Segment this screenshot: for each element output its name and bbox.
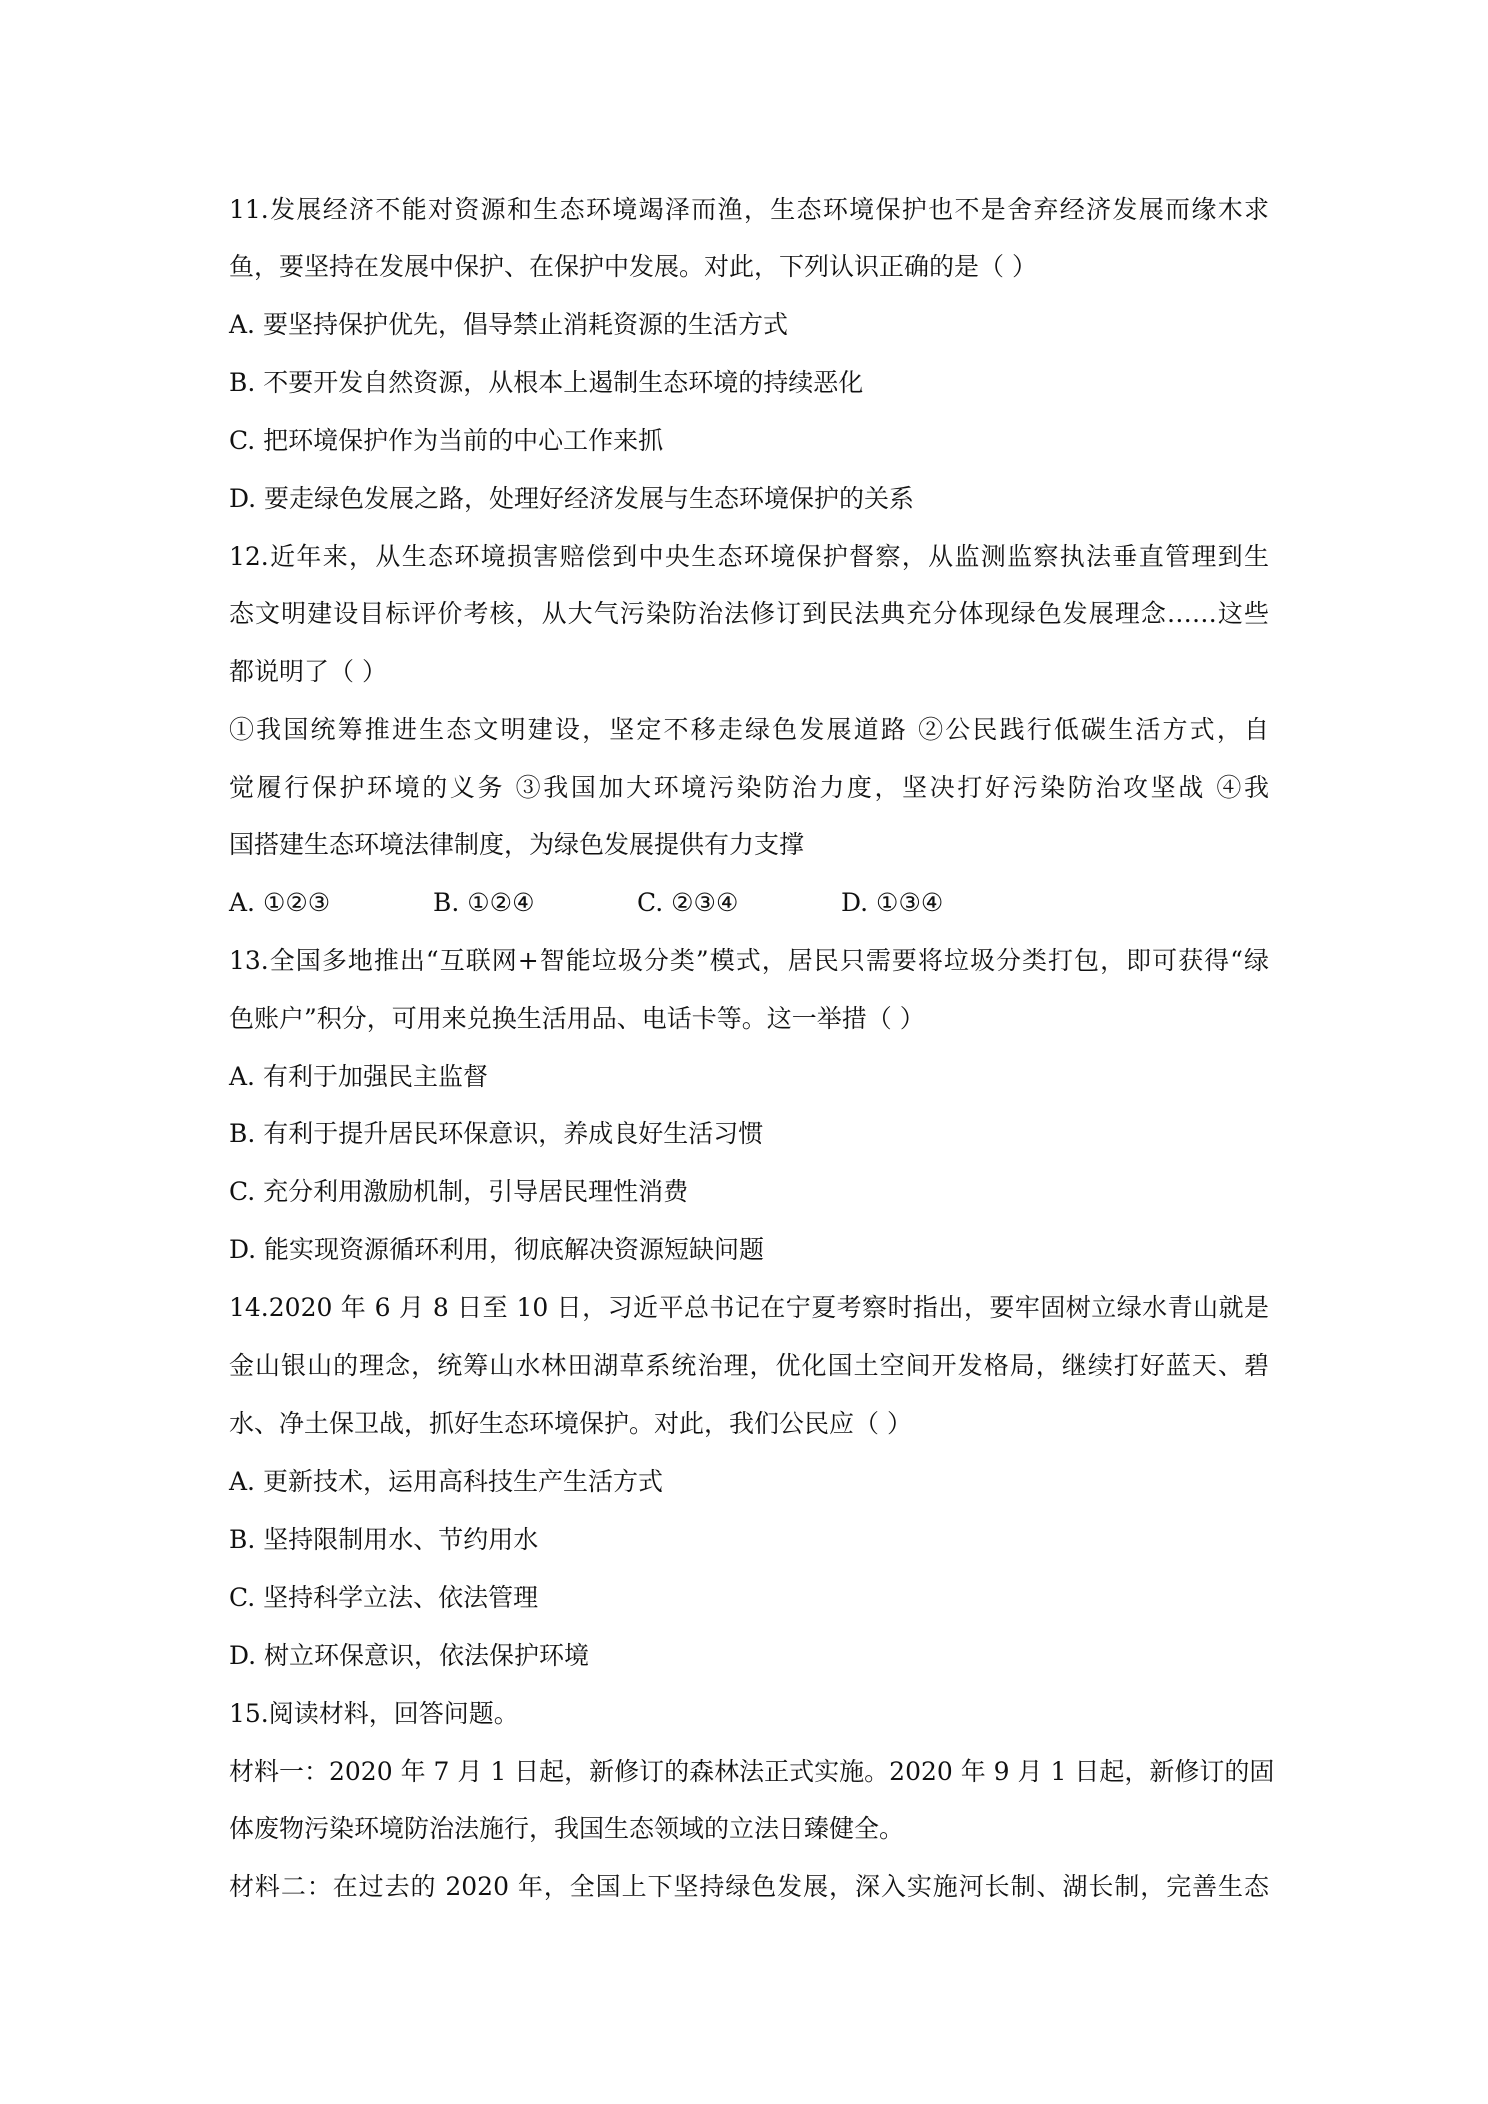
q15-stem: 15.阅读材料，回答问题。: [229, 1699, 519, 1728]
q12-stem-line-3: 都说明了（ ）: [229, 657, 387, 686]
q13-option-d: D. 能实现资源循环利用，彻底解决资源短缺问题: [229, 1235, 765, 1264]
q13-stem-line-1: 13.全国多地推出“互联网+智能垃圾分类”模式，居民只需要将垃圾分类打包，即可获得“绿: [229, 946, 1269, 975]
q14-stem-line-3: 水、净土保卫战，抓好生态环境保护。对此，我们公民应（ ）: [229, 1409, 912, 1438]
q14-option-b: B. 坚持限制用水、节约用水: [229, 1525, 539, 1554]
q12-statements-line-1: ①我国统筹推进生态文明建设，坚定不移走绿色发展道路 ②公民践行低碳生活方式，自: [229, 715, 1269, 744]
q14-option-c: C. 坚持科学立法、依法管理: [229, 1583, 539, 1612]
q12-option-a: A. ①②③: [229, 888, 331, 917]
q13-option-b: B. 有利于提升居民环保意识，养成良好生活习惯: [229, 1119, 764, 1148]
q14-option-d: D. 树立环保意识，依法保护环境: [229, 1641, 590, 1670]
q12-stem-line-2: 态文明建设目标评价考核，从大气污染防治法修订到民法典充分体现绿色发展理念……这些: [229, 599, 1269, 628]
q12-option-d: D. ①③④: [841, 888, 944, 917]
q12-options-row: [229, 887, 1269, 919]
q11-option-c: C. 把环境保护作为当前的中心工作来抓: [229, 426, 664, 455]
q14-stem-line-1: 14.2020 年 6 月 8 日至 10 日，习近平总书记在宁夏考察时指出，要牢固树立绿水青山就是: [229, 1293, 1269, 1322]
q12-statements-line-2: 觉履行保护环境的义务 ③我国加大环境污染防治力度，坚决打好污染防治攻坚战 ④我: [229, 773, 1269, 802]
q11-option-a: A. 要坚持保护优先，倡导禁止消耗资源的生活方式: [229, 310, 788, 339]
q11-stem-line-1: 11.发展经济不能对资源和生态环境竭泽而渔，生态环境保护也不是舍弃经济发展而缘木求: [229, 195, 1269, 224]
q12-option-b: B. ①②④: [433, 888, 535, 917]
q15-material-1-line-2: 体废物污染环境防治法施行，我国生态领域的立法日臻健全。: [229, 1814, 905, 1843]
q13-option-c: C. 充分利用激励机制，引导居民理性消费: [229, 1177, 689, 1206]
q12-statements-line-3: 国搭建生态环境法律制度，为绿色发展提供有力支撑: [229, 830, 805, 859]
q14-stem-line-2: 金山银山的理念，统筹山水林田湖草系统治理，优化国土空间开发格局，继续打好蓝天、碧: [229, 1351, 1269, 1380]
q15-material-2-line-1: 材料二：在过去的 2020 年，全国上下坚持绿色发展，深入实施河长制、湖长制，完善生态: [229, 1872, 1269, 1901]
q15-material-1-line-1: 材料一：2020 年 7 月 1 日起，新修订的森林法正式实施。2020 年 9 月 1 日起，新修订的固: [229, 1757, 1275, 1786]
q12-stem-line-1: 12.近年来，从生态环境损害赔偿到中央生态环境保护督察，从监测监察执法垂直管理到生: [229, 542, 1269, 571]
q14-option-a: A. 更新技术，运用高科技生产生活方式: [229, 1467, 663, 1496]
q11-stem-line-2: 鱼，要坚持在发展中保护、在保护中发展。对此，下列认识正确的是（ ）: [229, 252, 1037, 281]
q11-option-b: B. 不要开发自然资源，从根本上遏制生态环境的持续恶化: [229, 368, 864, 397]
q13-option-a: A. 有利于加强民主监督: [229, 1062, 488, 1091]
q13-stem-line-2: 色账户”积分，可用来兑换生活用品、电话卡等。这一举措（ ）: [229, 1004, 925, 1033]
q11-option-d: D. 要走绿色发展之路，处理好经济发展与生态环境保护的关系: [229, 484, 915, 513]
q12-option-c: C. ②③④: [637, 888, 739, 917]
